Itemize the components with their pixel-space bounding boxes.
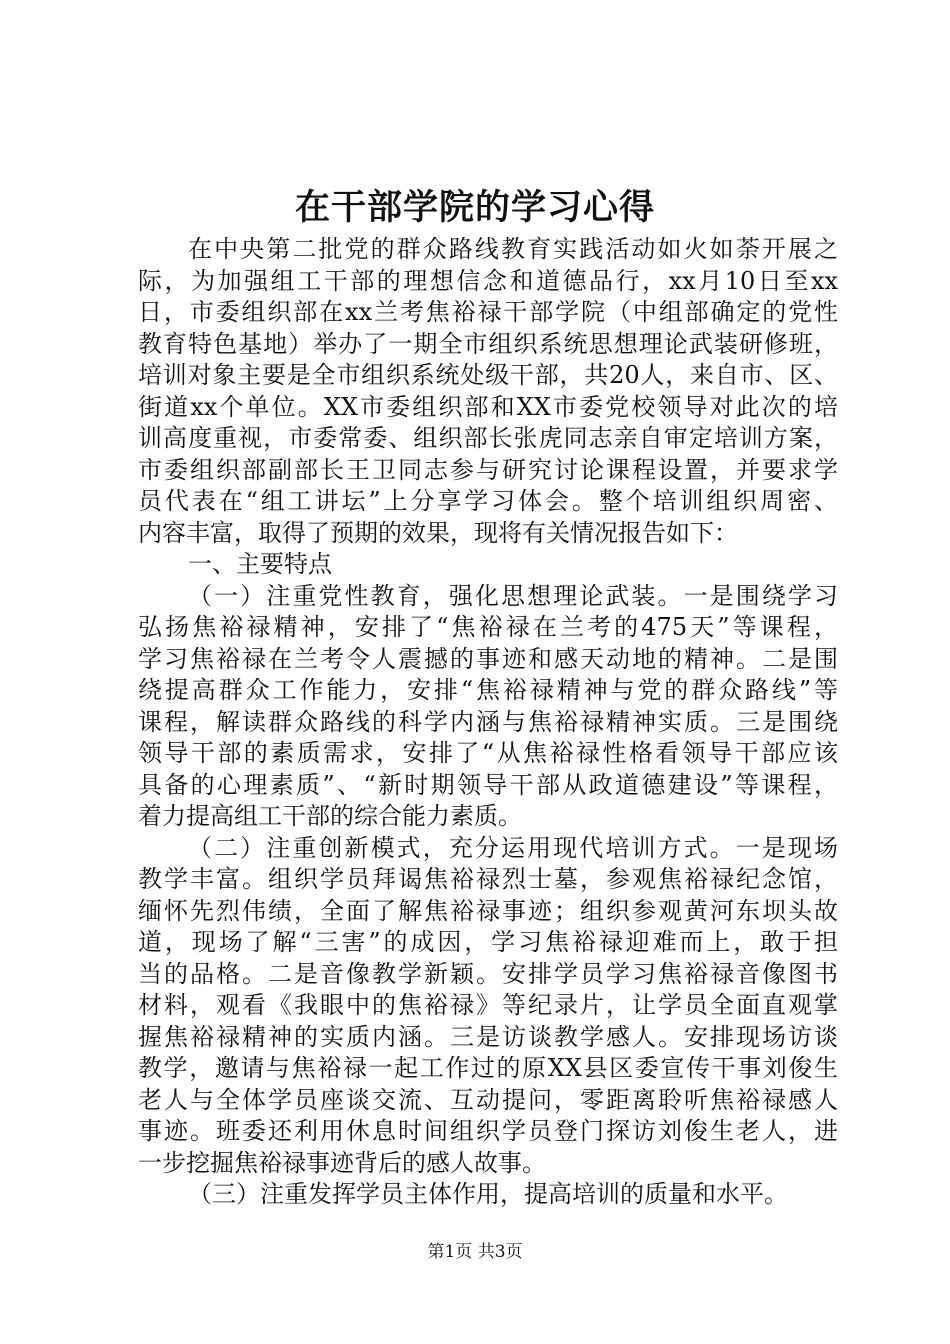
body-text-line: （二）注重创新模式，充分运用现代培训方式。一是现场 xyxy=(188,833,838,862)
body-text-line: 具备的心理素质”、“新时期领导干部从政道德建设”等课程， xyxy=(138,770,838,799)
body-text-line: 绕提高群众工作能力，安排“焦裕禄精神与党的群众路线”等 xyxy=(138,676,838,704)
body-text-line: 弘扬焦裕禄精神，安排了“焦裕禄在兰考的475天”等课程， xyxy=(138,613,838,641)
body-text-line: 教学丰富。组织学员拜谒焦裕禄烈士墓，参观焦裕禄纪念馆， xyxy=(138,865,838,893)
document-title: 在干部学院的学习心得 xyxy=(294,187,655,228)
body-text-line: 缅怀先烈伟绩，全面了解焦裕禄事迹；组织参观黄河东坝头故 xyxy=(138,896,838,925)
body-text-line: 内容丰富，取得了预期的效果，现将有关情况报告如下： xyxy=(138,518,738,547)
document-body xyxy=(138,234,838,1211)
page-number-footer: 第1页 共3页 xyxy=(427,1242,523,1262)
body-text-line: 际，为加强组工干部的理想信念和道德品行，xx月10日至xx xyxy=(138,266,838,295)
body-text-line: 训高度重视，市委常委、组织部长张虎同志亲自审定培训方案， xyxy=(138,424,838,452)
body-text-line: 在中央第二批党的群众路线教育实践活动如火如荼开展之 xyxy=(188,235,838,263)
body-text-line: 日，市委组织部在xx兰考焦裕禄干部学院（中组部确定的党性 xyxy=(138,298,838,326)
body-text-line: 当的品格。二是音像教学新颖。安排学员学习焦裕禄音像图书 xyxy=(138,959,838,988)
body-text-line: 教学，邀请与焦裕禄一起工作过的原XX县区委宣传干事刘俊生 xyxy=(138,1054,838,1082)
body-text-line: 握焦裕禄精神的实质内涵。三是访谈教学感人。安排现场访谈 xyxy=(138,1022,838,1051)
body-text-line: 一步挖掘焦裕禄事迹背后的感人故事。 xyxy=(138,1148,546,1177)
body-text-line: 教育特色基地）举办了一期全市组织系统思想理论武装研修班， xyxy=(138,329,838,358)
body-text-line: 一、主要特点 xyxy=(188,550,332,578)
body-text-line: 街道xx个单位。XX市委组织部和XX市委党校领导对此次的培 xyxy=(138,392,838,421)
body-text-line: 培训对象主要是全市组织系统处级干部，共20人，来自市、区、 xyxy=(138,361,838,389)
body-text-line: 老人与全体学员座谈交流、互动提问，零距离聆听焦裕禄感人 xyxy=(138,1085,838,1114)
body-text-line: 材料，观看《我眼中的焦裕禄》等纪录片，让学员全面直观掌 xyxy=(138,991,838,1019)
body-text-line: 员代表在“组工讲坛”上分享学习体会。整个培训组织周密、 xyxy=(138,487,838,515)
body-text-line: 学习焦裕禄在兰考令人震撼的事迹和感天动地的精神。二是围 xyxy=(138,644,838,673)
body-text-line: 道，现场了解“三害”的成因，学习焦裕禄迎难而上，敢于担 xyxy=(138,928,838,956)
body-text-line: （三）注重发挥学员主体作用，提高培训的质量和水平。 xyxy=(188,1180,788,1208)
body-text-line: （一）注重党性教育，强化思想理论武装。一是围绕学习 xyxy=(188,581,838,610)
body-text-line: 事迹。班委还利用休息时间组织学员登门探访刘俊生老人，进 xyxy=(138,1117,838,1145)
body-text-line: 着力提高组工干部的综合能力素质。 xyxy=(138,802,522,830)
body-text-line: 市委组织部副部长王卫同志参与研究讨论课程设置，并要求学 xyxy=(138,455,838,484)
body-text-line: 课程，解读群众路线的科学内涵与焦裕禄精神实质。三是围绕 xyxy=(138,707,838,736)
body-text-line: 领导干部的素质需求，安排了“从焦裕禄性格看领导干部应该 xyxy=(138,739,838,767)
